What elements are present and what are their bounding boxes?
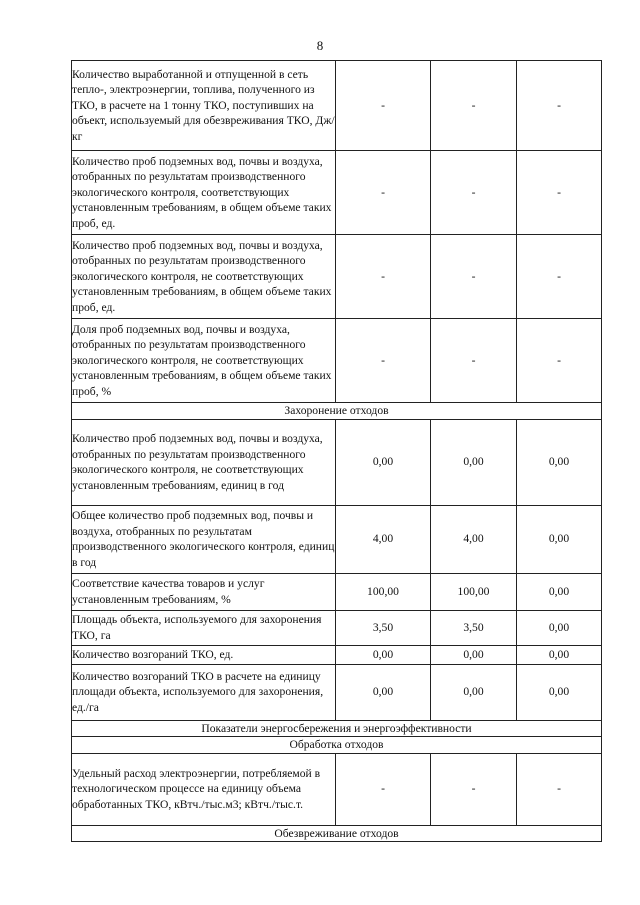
table-row [72,151,602,235]
indicator-label: Площадь объекта, используемого для захоронения ТКО, га [72,610,336,645]
value-cell: - [517,61,602,151]
value-cell: - [431,753,517,825]
section-row [72,403,602,420]
table-row [72,419,602,505]
value-cell: - [336,61,431,151]
indicator-label: Соответствие качества товаров и услуг установленным требованиям, % [72,573,336,610]
section-row [72,737,602,754]
value-cell: 0,00 [431,419,517,505]
section-processing-heading: Обработка отходов [72,737,602,754]
value-cell: - [336,753,431,825]
value-cell: - [517,151,602,235]
value-cell: - [336,235,431,319]
table-row [72,645,602,664]
table-row [72,505,602,573]
indicator-label: Количество проб подземных вод, почвы и воздуха, отобранных по результатам производственного экологического контроля, не соответствующих установленным требованиям, единиц в год [72,419,336,505]
table-row [72,573,602,610]
value-cell: 3,50 [336,610,431,645]
value-cell: 0,00 [517,610,602,645]
value-cell: - [431,235,517,319]
page-number: 8 [316,38,324,53]
value-cell: 4,00 [431,505,517,573]
value-cell: 100,00 [336,573,431,610]
value-cell: - [431,61,517,151]
table-row [72,753,602,825]
section-energy-heading: Показатели энергосбережения и энергоэффективности [72,720,602,737]
value-cell: - [517,319,602,403]
value-cell: 0,00 [431,664,517,720]
value-cell: 0,00 [336,645,431,664]
value-cell: - [336,151,431,235]
section-burial-heading: Захоронение отходов [72,403,602,420]
value-cell: 0,00 [517,505,602,573]
value-cell: 0,00 [517,645,602,664]
value-cell: 0,00 [431,645,517,664]
indicator-label: Доля проб подземных вод, почвы и воздуха, отобранных по результатам производственного экологического контроля, не соответствующих установленным требованиям, в общем объеме таких проб, % [72,319,336,403]
table-row [72,319,602,403]
table-row [72,664,602,720]
indicator-label: Количество проб подземных вод, почвы и воздуха, отобранных по результатам производственного экологического контроля, не соответствующих установленным требованиям, в общем объеме таких проб, ед. [72,235,336,319]
indicator-label: Количество выработанной и отпущенной в сеть тепло-, электроэнергии, топлива, полученного из ТКО, в расчете на 1 тонну ТКО, поступивших на объект, используемый для обезвреживания ТКО, Дж/кг [72,61,336,151]
table-row [72,61,602,151]
section-neutralization-heading: Обезвреживание отходов [72,825,602,842]
section-row [72,720,602,737]
section-row [72,825,602,842]
indicator-label: Количество возгораний ТКО в расчете на единицу площади объекта, используемого для захоронения, ед./га [72,664,336,720]
value-cell: 3,50 [431,610,517,645]
indicator-label: Количество проб подземных вод, почвы и воздуха, отобранных по результатам производственного экологического контроля, соответствующих установленным требованиям, в общем объеме таких проб, ед. [72,151,336,235]
value-cell: 0,00 [517,419,602,505]
value-cell: 0,00 [517,573,602,610]
value-cell: 0,00 [517,664,602,720]
value-cell: 4,00 [336,505,431,573]
table-row [72,610,602,645]
value-cell: - [431,151,517,235]
value-cell: - [517,235,602,319]
value-cell: 0,00 [336,419,431,505]
table-row [72,235,602,319]
value-cell: 0,00 [336,664,431,720]
indicator-label: Количество возгораний ТКО, ед. [72,645,336,664]
indicators-table [71,60,602,842]
value-cell: - [517,753,602,825]
value-cell: - [431,319,517,403]
value-cell: 100,00 [431,573,517,610]
value-cell: - [336,319,431,403]
indicator-label: Общее количество проб подземных вод, почвы и воздуха, отобранных по результатам производственного экологического контроля, единиц в год [72,505,336,573]
indicator-label: Удельный расход электроэнергии, потребляемой в технологическом процессе на единицу объема обработанных ТКО, кВтч./тыс.м3; кВтч./тыс.т. [72,753,336,825]
